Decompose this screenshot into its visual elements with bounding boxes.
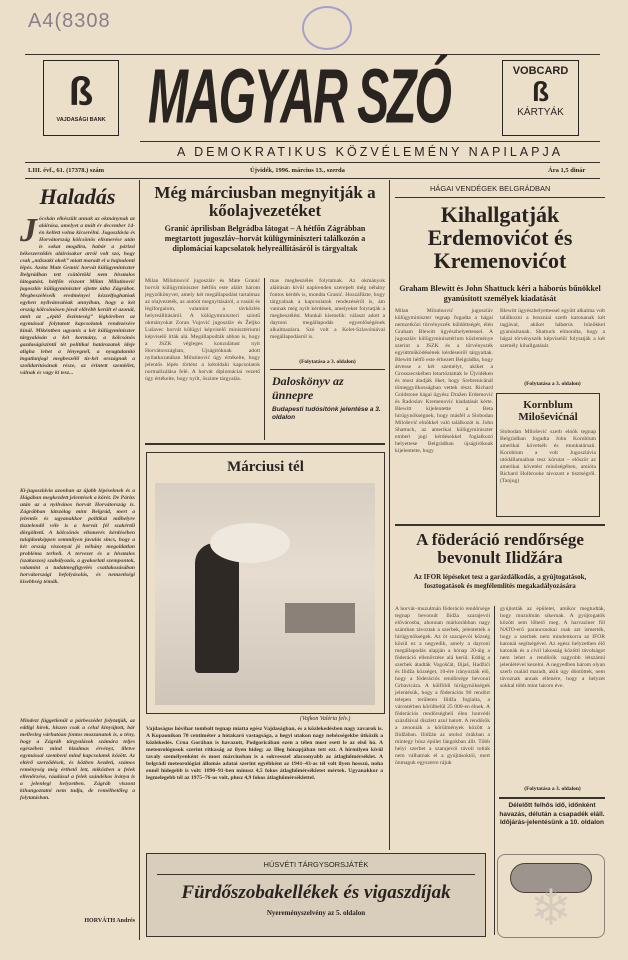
hague-continued: (Folytatása a 3. oldalon) [524,381,581,387]
masthead-title: MAGYAR SZÓ [148,55,450,141]
hague-headline: Kihallgatják Erdemovićot és Kremenovićot [427,202,573,274]
price: Ára 1,5 dinár [548,167,586,174]
handwritten-archive-number: A4(8308 [28,10,111,32]
kornblum-box[interactable] [496,393,600,517]
bank-logo-icon: ß [68,70,94,114]
photo-caption: Vajdaságus hóvihar tombolt tegnap miatta egész Vajdaságban, és a közlekedésben nagy zavarok is. A Kopaonikon 70 centiméter a hótakaró vastagsága, a hegyi utakon nagy nehézségekbe ütközik a közlekedés. Crna Gorában is havazott, Podgoricában ezen a télen most esett le az első hó. A meteorológusok szerint ritkaság az ilyen hideg; az Illeg hónapjában tett ezt. A hírmilyen kívül tavaly személyenként és most márciusban is a sokvesszel alacsonyabb az átlaghőmérséklet. A belgrádi meteorológiai állomás adatai szerint egyébként az 1941–43-as tél volt ilyen hosszú, noha ennél hidegebb is volt: 1890–91-ben mínusz 4,5 fokos átlaghőmérsékletet mértek. Ugyanakkor a legmelegebb tél az 1975–76-os volt, plusz 4,9 fokos átlaghőmérséklettel. [146,726,383,781]
lottery-note: Nyereményszelvény az 5. oldalon [266,909,366,917]
lead-body-col2: mas megbeszélés folytatnak. Az okmányok aláírásán kívül napirenden szerepelt még néhány fontos kérdés is, mondta Granić. Hozzáfűzte, hogy tárgyalnak a kapcsolatok rendezéséről is, ám vannak még nyílt kérdések, amelyeket folytatják a megbeszélést. Munkái kiemelik: választ adott a daytoni megállapodás egyenlőségének alkalmazásra. Szó volt a Kelet-Szlavóniával megállapodásról is. [270,278,385,340]
weather-ref: Időjárás-jelentésünk a 10. oldalon [499,819,605,826]
editorial-column [20,180,135,940]
federation-body-col1: A horvát–muzulmán föderáció rendőrsége tegnap bevonult Ilidža szarajevói elővárosba, ahonnan márkorábban nagy számban távoztak a szerbek, jelentették a hírügynökségek. Az öt szarajevói község közül ez a negyedik, amely a daytoni megállapodás alapján a hónap 20-áig a föderáció ellenőrzése alá kerül. Eddig a szerbek átadták Vogošćát, Ilijaš, Hadžići és Ilidža községet, 10-ére irányozták elő, hogy a föderációs rendőrsége bevonul Grbavicára. A külföldi hírügynökségek jelentésük, hogy a föderációs 90 rendőrt telepen területen Ilidža foglalta, a várostérben körülbelül 25 000-en élnek. A föderációs rendőrségbeli élen honvédi százdlával díszlett azul hatott. A rendőrök a zenoniák a körülmények között a Ilidžában. Ilidžán az utolsó órákban a mintegy húsz épület lángokban állt. Több helyi szerbet a szarajevói távoli tolták nem válhatnak el a gyújtásoktól, mert önmaguk egyszerre rájuk [395,606,490,766]
editorial-title: Haladás [39,184,116,209]
rule [499,797,605,799]
column-divider [139,180,140,940]
vobcard-label: VOBCARD [512,65,569,77]
lead-headline: Még márciusban megnyitják a kőolajvezetéket [154,183,376,220]
songbook-box[interactable] [272,374,384,440]
rule [25,162,600,163]
column-divider [264,278,265,440]
lead-continued: (Folytatása a 3. oldalon) [299,359,356,365]
lead-body-col1: Milan Milutinović jugoszláv és Mate Granić horvát külügyminiszter hétfőn este aláírt három jegyzőkönyvet, amely két megállapodást tartalmaz az olajvezeték, az autóút megnyitásáról, a vasúti és légiforgalom, valamint a távközlés helyreállításáról. A külügyminiszteri szintű okmányokat Zoran Vujović jugoszláv és Željko Lušavec horvát külügyi képviselő minisztériumi képviselő írták alá. Megállapodták abban is, hogy a JSZK végleges konzulátust nyit Horvátországban, Ujságítóknak adott nyilatkozatában Milutinović úgy értékelte, hogy jelentős lépés történt a kétoldalú kapcsolatok normalizálása felé. A horvát diplomáciai vezető úgy értékelte, hogy nyílt, őszinte tárgyalás. [145,278,260,382]
photo-title: Márciusi tél [227,459,304,475]
hague-subhead: Graham Blewitt és John Shattuck kéri a háborús bűnökkel gyanúsított személyek kiadatását [399,284,601,303]
photo-car [285,603,355,633]
rule [270,369,385,370]
rule [140,141,600,142]
editorial-body: ócskán elkészült annak az okmánynak az aláírása, amelyet a múlt év december 14-én kellett volna kicserélni. Jugoszlávia és Horvátország kölcsönös elismerése után is sokat mogdira, habár a párizsi békeszerződés aláírásakor arról volt szó, hogy csak „műszaki okok” miatt maradt el a hajnalonti lépés. Azóta Mate Granić horvát külügyminiszter Belgrádban tett csütörtöki nem hivatalos látogatást, hétfőn viszont Milan Milutinović jugoszláv külügyminiszter ejtette útba Zágrábot. Megbeszéléseik eredményei kézzelfoghatóak egyben nyilvánvalóak annyiban, hogy a két ország kölcsönösen jóval előrébb került el azonál, amit az „építő őszinteség” légkörében az egymással folytatott kapcsolatok rendezésére kínál. Mikéntben ugyanis a két külügyminiszter tárgyalásán a két kormány, a kölcsönös gazdaságiszintű tét politikai határozatok ideje aligha lehet a lényegnél, a nyugtalanító ingatlanjogi megbeszélő tíz-két országnak a szolidaritásának része, az érintett szemlélet, válnak és vagy ki tesz... [20,216,135,376]
lead-subhead: Granić áprilisban Belgrádba látogat – A hétfőn Zágrábban megtartott jugoszláv–horvát külügyminiszteri találkozón a diplomáciai kapcsolatok helyreállításáról is tárgyaltak [164,224,366,253]
editorial-body-3: Mindezt függetlenül a párbeszédet folytatják, az eddigi hírek, hiszen csak a célul kinyújtott, bár mellesleg várhatóan fontos mozzanatok is, a tény, hogy a Zágráb tárgyalások számára teljes egészében mind bizalmas érvényt, illetve egymással szembeni mind kapcsolatok között. Az eltérő szerződések, és közben kezdeti, számos reménység még érthető lett, miközben a felek ellenőrzése, ráadásul a felek szándékos iránya is a jelenlegi helyzetben. Zágráb viszont kihangoztatni nem tudja, de remélhetőleg a folytatásban. [20,718,135,801]
photo-story-box [146,452,385,714]
rule [25,178,600,179]
weather-text: Délelőtt felhős idő, időnként havazás, délután a csapadék eláll. [499,802,605,818]
place-date: Újvidék, 1996. március 13., szerda [250,167,345,174]
kornblum-title: Kornblum Miloševićnál [518,399,578,423]
editorial-author: HORVÁTH Andrés [84,918,135,924]
hague-body-col2: Blewitt ügyészhelyettessel együtt alkalma volt találkozni a boszniai szerb katonanak két tagjával, akiket hábørús bűnökkel gyanúsítanak. Shattuck elmondta, hogy a hágai törvényszék képviselői folytatják a két személy kihallgatását. [500,308,605,349]
snow-photo [155,483,375,705]
bank-name: VAJDASÁGI BANK [56,117,106,123]
column-divider [389,180,390,850]
vajdasagi-bank-ad[interactable] [43,60,119,136]
photo-figure [195,543,239,673]
cards-label: KÁRTYÁK [517,107,564,118]
editorial-body-2: Ki-jugoszlávia azonban az újabb lépéseknek és a Hágában megkezdett jelentések a körét. De Párizs után az a nyilvános horvát Horvátország is. Zágrábban látszólag mint Belgrád, mert a jelentős és ugyanakkor politikai műhelyre tisztelendő véle is a horvát fél szakértői dörgöltető. A kölcsönös elismerés kérdésében tulajdonképpen semmilyen javulás sincs, hogy a két ország viszonyai jó néhány megoldatlan probléma terheli. A tervezet és a hivatalos (szakaszos) szabályozás, a gyakorlati szempontok, valamint a tudatmegfigyelés csatlakozásában horvátországi befolyásolás, és nemzetiségi kisebbség témák. [20,488,135,585]
card-logo-icon: ß [531,76,550,107]
rule [145,443,385,445]
drop-cap: J [20,216,37,249]
federation-continued: (Folytatása a 3. oldalon) [524,786,581,792]
hague-body-col1: Milan Milutinović jugoszláv külügyminiszter tegnap fogadta a hágai nemzetközi törvényszék küldöttségét, élén Graham Blewitt ügyészhelyettessel. A jugoszláv külügyminisztérium közleménye szerint a JSZK és a törvényszék együttműködésének kérdéseiről tárgyaltak. Blewitt hétfő este érkezett Belgrádba, hogy átvesse a két személyt, akiket a Grosszecskében letartóztattak le Újvidéken és most átadják őket, hogy Srebrenicánál tömeggyilkosságban vettek részt. Richard Goldstone hágai ügyész Dražen Erdemović és Radoslav Kremenović kiadatását kérte. Blewitt kijelentette a Beta hírügynökségnek, hogy másfél a Slobodan Milošević elnökkel való találkozót is. John Shattuck, az amerikai külügyminiszter emberi jogi kérdésekkel foglalkozó helyettese Belgrádban újságíróknak kijelentette, hogy [395,308,493,454]
photo-credit: (Vajkon Valéria felv.) [300,716,351,722]
tagline: A DEMOKRATIKUS KÖZVÉLEMÉNY NAPILAPJA [176,145,564,159]
federation-subhead: Az IFOR lépéseket tesz a garázdálkodás, a gyújtogatások, fosztogatások és megfélemlítés megakadályozására [413,573,587,590]
songbook-note: Budapesti tudósítónk jelentése a 3. oldalon [272,406,381,421]
column-divider [494,606,495,935]
rule [395,197,605,198]
issue-number: LIII. évf., 61. (17378.) szám [28,167,105,174]
lottery-headline: Fürdőszobakellékek és vigaszdíjak [181,882,451,903]
hague-kicker: HÁGAI VENDÉGEK BELGRÁDBAN [430,184,551,193]
library-stamp [302,6,352,50]
lottery-kicker: HÚSVÉTI TÁRGYSORSJÁTÉK [263,860,369,869]
kornblum-body: Slobodan Milošević szerb elnök tegnap Belgrádban fogadta John Kornblum amerikai követséh és munkatársaii. Kornblum a volt Jugoszlávia utódállamaiban tesz körutat – először az amerikai követést minőségében, amióta Richard Holbrooke távozott e tisztségről. (Tanjug) [500,429,596,485]
rule [395,524,605,526]
federation-body-col2: gyújtották az épületet, amikor megtudták, hogy muzulmán sikernak. A gyújtogatók között sem lőhető meg. A harvaziner föl NATO-erő parancsnokai csak azt ismerték, hogy a szerbek nem mindenkorra az IFOR katonái segítségével. Az egész helyzetben élő katonák és a civil lakosság közötti távolságot nem lehet a rendőrök nagyobb létszámú jelenlétével kezelni. A negyedben három olyan szerb család maradt, akik úgy döntöttek, nem távoznak annak ellenére, hogy a helyzet sokkal több mint három éve. [500,606,605,689]
weather-box[interactable] [499,802,605,828]
vobcard-ad[interactable] [502,60,579,136]
songbook-title: Daloskönyv az ünnepre [272,374,344,402]
federation-headline: A föderáció rendőrsége bevonult Ilidžára [416,530,584,567]
cloud-snowflake-icon: ❄ [497,854,605,938]
lottery-box[interactable] [146,853,486,937]
photo-umbrella [210,523,290,563]
